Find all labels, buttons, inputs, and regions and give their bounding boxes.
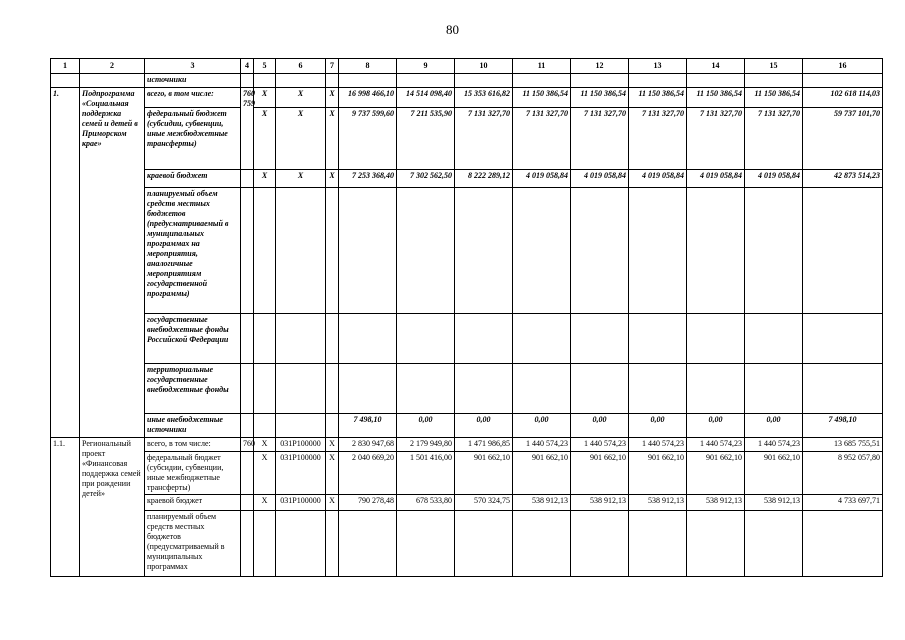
table-row [51, 364, 883, 414]
source-label: источники [145, 74, 241, 88]
table-cell: 0,00 [687, 414, 745, 438]
table-cell: X [254, 88, 276, 108]
table-cell: 11 150 386,54 [513, 88, 571, 108]
table-cell: 538 912,13 [629, 495, 687, 511]
source-label: федеральный бюджет (субсидии, субвенции, иные межбюджетные трансферты) [145, 108, 241, 170]
table-cell: 11 150 386,54 [571, 88, 629, 108]
table-row [51, 495, 883, 511]
table-cell: 102 618 114,03 [803, 88, 883, 108]
table-cell: 11 150 386,54 [745, 88, 803, 108]
table-cell: 901 662,10 [687, 452, 745, 495]
table-cell: 4 019 058,84 [513, 170, 571, 188]
source-label: государственные внебюджетные фонды Российской Федерации [145, 314, 241, 364]
project-number: 1.1. [51, 438, 80, 577]
table-cell: 7 253 368,40 [339, 170, 397, 188]
table-cell: 15 353 616,82 [455, 88, 513, 108]
column-header: 12 [571, 59, 629, 74]
table-cell: 0,00 [513, 414, 571, 438]
table-cell: X [326, 452, 339, 495]
table-cell: 42 873 514,23 [803, 170, 883, 188]
source-label: планируемый объем средств местных бюджетов (предусматриваемый в муниципальных программах на мероприятия, аналогичные мероприятиям государственной программы) [145, 188, 241, 314]
source-label: иные внебюджетные источники [145, 414, 241, 438]
table-cell: 538 912,13 [745, 495, 803, 511]
table-row [51, 108, 883, 170]
table-cell: 570 324,75 [455, 495, 513, 511]
column-header: 5 [254, 59, 276, 74]
program-number: 1. [51, 88, 80, 438]
table-cell: 7 131 327,70 [513, 108, 571, 170]
table-cell: X [276, 88, 326, 108]
table-row [51, 414, 883, 438]
table-cell: X [276, 108, 326, 170]
column-header: 6 [276, 59, 326, 74]
column-header: 8 [339, 59, 397, 74]
table-cell: 4 019 058,84 [571, 170, 629, 188]
program-code: 760 759 [241, 88, 254, 170]
table-cell: 4 019 058,84 [629, 170, 687, 188]
column-header: 16 [803, 59, 883, 74]
table-cell: 0,00 [455, 414, 513, 438]
column-header-row [51, 59, 883, 74]
table-cell: 538 912,13 [571, 495, 629, 511]
source-label: федеральный бюджет (субсидии, субвенции, иные межбюджетные трансферты) [145, 452, 241, 495]
table-cell: 538 912,13 [513, 495, 571, 511]
table-cell: X [254, 108, 276, 170]
table-cell: 14 514 098,40 [397, 88, 455, 108]
table-cell: X [254, 438, 276, 452]
table-cell: 1 440 574,23 [571, 438, 629, 452]
table-cell: 1 501 416,00 [397, 452, 455, 495]
table-cell: 7 131 327,70 [745, 108, 803, 170]
table-cell: 538 912,13 [687, 495, 745, 511]
table-cell: 0,00 [571, 414, 629, 438]
column-header: 15 [745, 59, 803, 74]
table-cell: X [276, 170, 326, 188]
table-cell: X [326, 108, 339, 170]
column-header: 13 [629, 59, 687, 74]
table-cell: 1 440 574,23 [629, 438, 687, 452]
table-cell: 4 733 697,71 [803, 495, 883, 511]
source-label: территориальные государственные внебюджетные фонды [145, 364, 241, 414]
table-cell: 2 179 949,80 [397, 438, 455, 452]
table-cell: 031P100000 [276, 438, 326, 452]
table-cell: 2 830 947,68 [339, 438, 397, 452]
table-cell: X [326, 495, 339, 511]
table-cell: 0,00 [745, 414, 803, 438]
table-cell: X [254, 495, 276, 511]
table-cell: 7 131 327,70 [571, 108, 629, 170]
table-cell: 7 498,10 [803, 414, 883, 438]
table-cell: 7 131 327,70 [687, 108, 745, 170]
table-cell: 7 131 327,70 [629, 108, 687, 170]
table-cell: 1 471 986,85 [455, 438, 513, 452]
table-cell: 790 278,48 [339, 495, 397, 511]
table-row [51, 170, 883, 188]
table-row [51, 188, 883, 314]
table-cell: 901 662,10 [513, 452, 571, 495]
continuation-row [51, 74, 883, 88]
table-cell: 7 131 327,70 [455, 108, 513, 170]
source-label: всего, в том числе: [145, 438, 241, 452]
table-cell: 031P100000 [276, 452, 326, 495]
table-cell: 1 440 574,23 [513, 438, 571, 452]
table-cell: X [326, 88, 339, 108]
table-cell: 1 440 574,23 [687, 438, 745, 452]
table-cell: 7 498,10 [339, 414, 397, 438]
table-cell: 901 662,10 [629, 452, 687, 495]
table-cell: 8 952 057,80 [803, 452, 883, 495]
table-cell: 901 662,10 [571, 452, 629, 495]
column-header: 11 [513, 59, 571, 74]
table-row [51, 438, 883, 452]
table-cell: X [326, 438, 339, 452]
column-header: 10 [455, 59, 513, 74]
table-cell: 0,00 [629, 414, 687, 438]
column-header: 9 [397, 59, 455, 74]
source-label: планируемый объем средств местных бюджетов (предусматриваемый в муниципальных программах [145, 511, 241, 577]
table-cell: X [326, 170, 339, 188]
table-cell: 4 019 058,84 [745, 170, 803, 188]
table-row [51, 452, 883, 495]
table-cell: X [254, 170, 276, 188]
column-header: 4 [241, 59, 254, 74]
column-header: 14 [687, 59, 745, 74]
column-header: 2 [80, 59, 145, 74]
project-name: Региональный проект «Финансовая поддержка семей при рождении детей» [80, 438, 145, 577]
column-header: 3 [145, 59, 241, 74]
table-cell: 1 440 574,23 [745, 438, 803, 452]
table-cell: 2 040 669,20 [339, 452, 397, 495]
table-row [51, 314, 883, 364]
table-cell: 901 662,10 [745, 452, 803, 495]
table-cell: 11 150 386,54 [687, 88, 745, 108]
table-cell: 16 998 466,10 [339, 88, 397, 108]
table-cell: 678 533,80 [397, 495, 455, 511]
table-cell: 11 150 386,54 [629, 88, 687, 108]
source-label: всего, в том числе: [145, 88, 241, 108]
project-code: 760 [241, 438, 254, 452]
source-label: краевой бюджет [145, 170, 241, 188]
table-cell: 59 737 101,70 [803, 108, 883, 170]
budget-table [50, 58, 883, 577]
table-row [51, 88, 883, 108]
column-header: 7 [326, 59, 339, 74]
table-row [51, 511, 883, 577]
table-cell: 7 211 535,90 [397, 108, 455, 170]
table-cell: 901 662,10 [455, 452, 513, 495]
table-cell: 9 737 599,60 [339, 108, 397, 170]
table-cell: 7 302 562,50 [397, 170, 455, 188]
table-cell: 8 222 289,12 [455, 170, 513, 188]
table-cell: 0,00 [397, 414, 455, 438]
source-label: краевой бюджет [145, 495, 241, 511]
table-cell: 031P100000 [276, 495, 326, 511]
program-name: Подпрограмма «Социальная поддержка семей и детей в Приморском крае» [80, 88, 145, 438]
column-header: 1 [51, 59, 80, 74]
table-cell: 4 019 058,84 [687, 170, 745, 188]
page-number: 80 [446, 22, 459, 37]
table-cell: 13 685 755,51 [803, 438, 883, 452]
table-cell: X [254, 452, 276, 495]
